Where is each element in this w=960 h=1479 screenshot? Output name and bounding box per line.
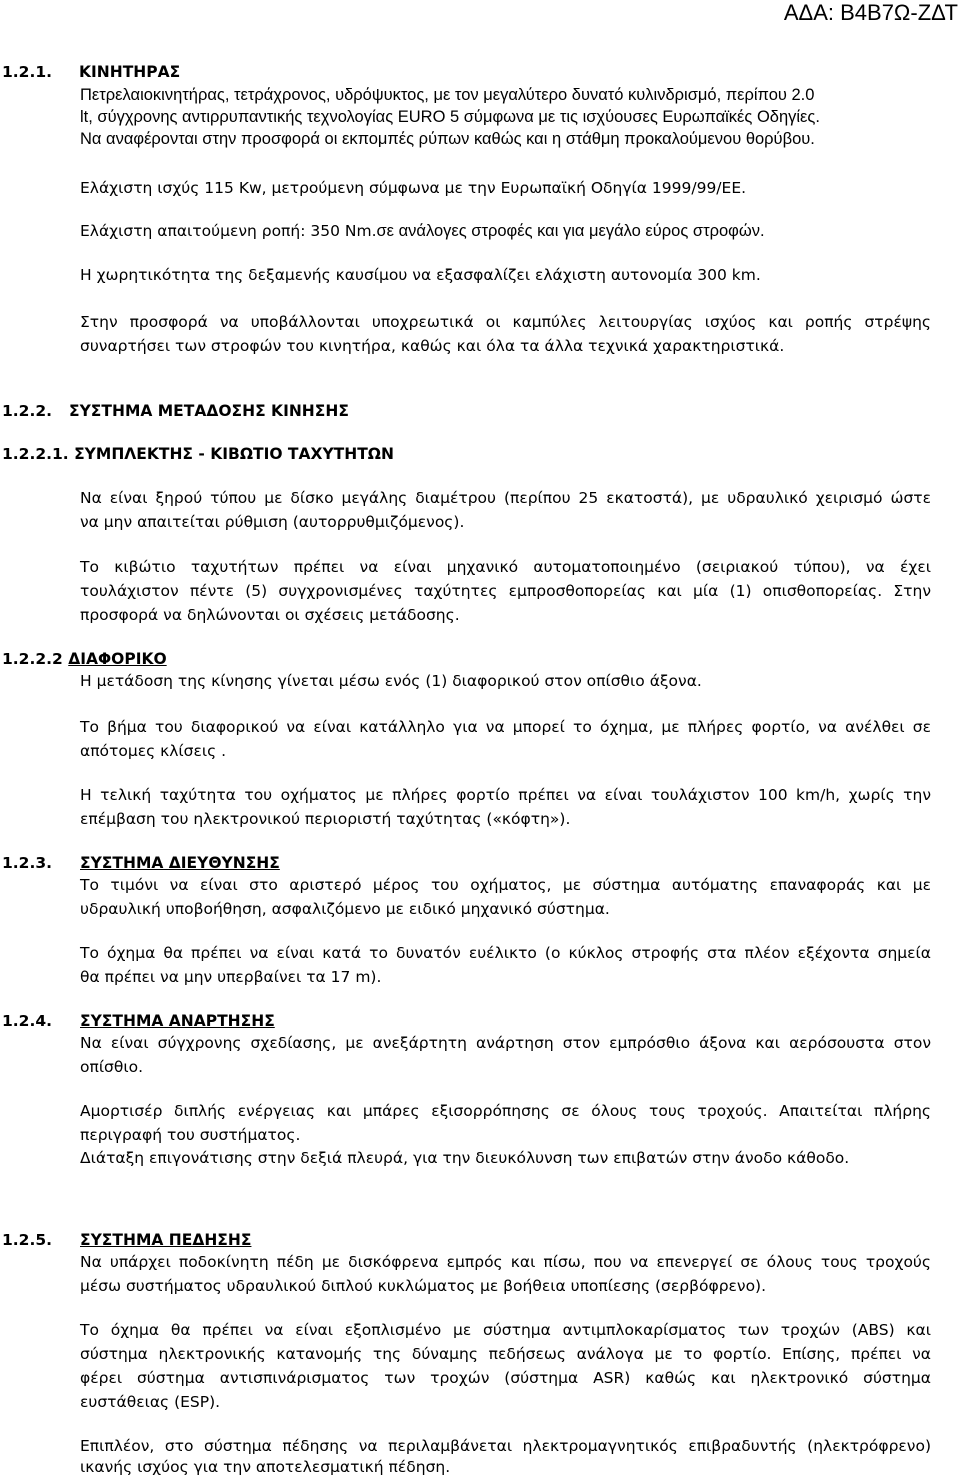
text-line: απότομες κλίσεις . [80,742,227,760]
text-line: μέσω συστήματος υδραυλικού διπλού κυκλώματος με βοήθεια υποπίεσης (σερβόφρενο). [80,1277,767,1295]
section-number: 1.2.4. [2,1012,53,1030]
text-line: Το βήμα του διαφορικού να είναι κατάλληλο για να μπορεί το όχημα, με πλήρες φορτίο, να ανέλθει σε [80,718,931,736]
section-heading [2,647,167,671]
section-number: 1.2.5. [2,1231,53,1249]
text-line: σύστημα ηλεκτρονικής κατανομής της δύναμης πεδήσεως ανάλογα με το φορτίο. Επίσης, πρέπει να [80,1345,931,1363]
section-title: 1.2.2.1. ΣΥΜΠΛΕΚΤΗΣ - ΚΙΒΩΤΙΟ ΤΑΧΥΤΗΤΩΝ [2,445,394,463]
section-number: 1.2.3. [2,854,53,872]
section-title-text: ΣΥΣΤΗΜΑ ΑΝΑΡΤΗΣΗΣ [80,1012,275,1030]
section-number: 1.2.2.2 [2,650,63,668]
text-span: Ελάχιστη απαιτούμενη ροπή: 350 Nm. [80,222,377,240]
text-line: lt, σύγχρονης αντιρρυπαντικής τεχνολογίας EURO 5 σύμφωνα με τις ισχύουσες Ευρωπαϊκές Οδηγίες. [80,108,820,126]
text-line: Στην προσφορά να υποβάλλονται υποχρεωτικά οι καμπύλες λειτουργίας ισχύος και ροπής στρέψης [80,313,931,331]
text-line: θα πρέπει να μην υπερβαίνει τα 17 m). [80,968,382,986]
text-line: περιγραφή του συστήματος. [80,1126,301,1144]
text-span: σε ανάλογες στροφές και για μεγάλο εύρος στροφών. [376,222,765,240]
section-title-text: ΣΥΣΤΗΜΑ ΠΕΔΗΣΗΣ [80,1231,252,1249]
text-line: φέρει σύστημα αντισπινάρισματος των τροχών (σύστημα ASR) καθώς και ηλεκτρονικό σύστημα [80,1369,931,1387]
text-line: ευστάθειας (ESP). [80,1393,221,1411]
text-line: να μην απαιτείται ρύθμιση (αυτορρυθμιζόμενος). [80,513,465,531]
text-line: Το όχημα θα πρέπει να είναι εξοπλισμένο με σύστημα αντιμπλοκαρίσματος των τροχών (ABS) και [80,1321,931,1339]
text-line: τουλάχιστον πέντε (5) συγχρονισμένες ταχύτητες εμπροσθοπορείας και μία (1) οπισθοπορείας. Στην [80,582,931,600]
text-line: Επιπλέον, στο σύστημα πέδησης να περιλαμβάνεται ηλεκτρομαγνητικός επιβραδυντής (ηλεκτρόφρενο) [80,1437,931,1455]
text-line: Η χωρητικότητα της δεξαμενής καυσίμου να εξασφαλίζει ελάχιστη αυτονομία 300 km. [80,266,761,284]
text-line: Να αναφέρονται στην προσφορά οι εκπομπές ρύπων καθώς και η στάθμη προκαλούμενου θορύβου. [80,130,815,148]
section-title-text: ΣΥΣΤΗΜΑ ΔΙΕΥΘΥΝΣΗΣ [80,854,280,872]
text-line: Πετρελαιοκινητήρας, τετράχρονος, υδρόψυκτος, με τον μεγαλύτερο δυνατό κυλινδρισμό, περίπου 2.0 [80,86,815,104]
text-line: προσφορά να δηλώνονται οι σχέσεις μετάδοσης. [80,606,460,624]
text-line: Αμορτισέρ διπλής ενέργειας και μπάρες εξισορρόπησης σε όλους τους τροχούς. Απαιτείται πλήρης [80,1102,931,1120]
text-line: Η τελική ταχύτητα του οχήματος με πλήρες φορτίο πρέπει να είναι τουλάχιστον 100 km/h, χωρίς την [80,786,931,804]
text-line: ικανής ισχύος για την αποτελεσματική πέδηση. [80,1458,451,1476]
ada-code: ΑΔΑ: Β4Β7Ω-ΖΔΤ [783,0,958,25]
text-line: Ελάχιστη ισχύς 115 Kw, μετρούμενη σύμφωνα με την Ευρωπαϊκή Οδηγία 1999/99/ΕΕ. [80,179,747,197]
text-line: Να είναι ξηρού τύπου με δίσκο μεγάλης διαμέτρου (περίπου 25 εκατοστά), με υδραυλικό χειρισμό ώστε [80,489,931,507]
section-number: 1.2.2. [2,402,53,420]
text-line: Το όχημα θα πρέπει να είναι κατά το δυνατόν ευέλικτο (ο κύκλος στροφής στα πλέον εξέχοντα σημεία [80,944,931,962]
text-line: Να είναι σύγχρονης σχεδίασης, με ανεξάρτητη ανάρτηση στον εμπρόσθιο άξονα και αερόσουστα στον [80,1034,931,1052]
text-line [80,219,765,243]
text-line: Το κιβώτιο ταχυτήτων πρέπει να είναι μηχανικό αυτοματοποιημένο (σειριακού τύπου), να έχει [80,558,931,576]
section-title [80,1228,251,1252]
text-line: Η μετάδοση της κίνησης γίνεται μέσω ενός (1) διαφορικού στον οπίσθιο άξονα. [80,672,702,690]
section-title: ΔΙΑΦΟΡΙΚΟ [68,650,167,668]
text-line: υδραυλική υποβοήθηση, ασφαλιζόμενο με ειδικό μηχανικό σύστημα. [80,900,610,918]
text-line: επέμβαση του ηλεκτρονικού περιοριστή ταχύτητας («κόφτη»). [80,810,571,828]
section-title: ΚΙΝΗΤΗΡΑΣ [79,63,181,81]
section-title [80,851,280,875]
section-title [80,1009,275,1033]
text-line: συναρτήσει των στροφών του κινητήρα, καθώς και όλα τα άλλα τεχνικά χαρακτηριστικά. [80,337,785,355]
text-line: Να υπάρχει ποδοκίνητη πέδη με δισκόφρενα εμπρός και πίσω, που να επενεργεί σε όλους τους τροχούς [80,1253,931,1271]
section-title: ΣΥΣΤΗΜΑ ΜΕΤΑΔΟΣΗΣ ΚΙΝΗΣΗΣ [69,402,349,420]
text-line: οπίσθιο. [80,1058,144,1076]
text-line: Το τιμόνι να είναι στο αριστερό μέρος του οχήματος, με σύστημα αυτόματης επαναφοράς και με [80,876,931,894]
text-line: Διάταξη επιγονάτισης στην δεξιά πλευρά, για την διευκόλυνση των επιβατών στην άνοδο κάθοδο. [80,1149,850,1167]
section-number: 1.2.1. [2,63,53,81]
